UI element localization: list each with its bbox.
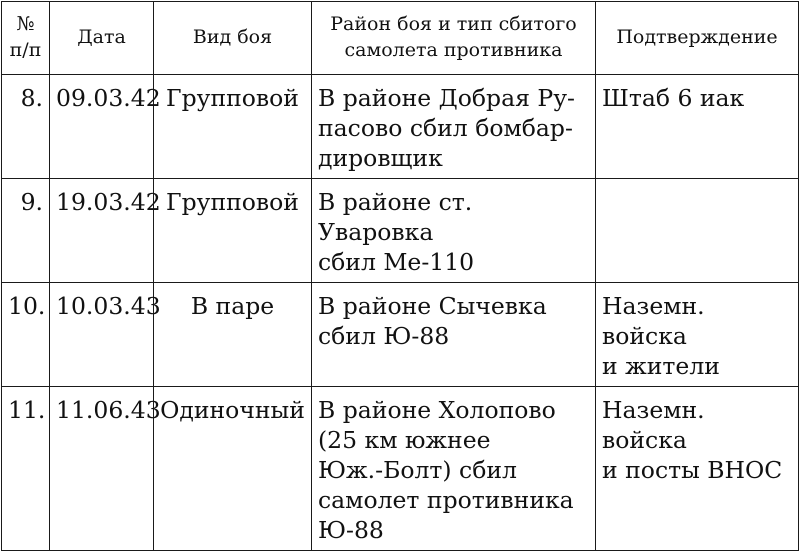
header-area-line2: самолета противника	[344, 39, 563, 61]
cell-date: 09.03.42	[50, 75, 154, 179]
header-number	[2, 2, 50, 75]
cell-area: В районе Сычевка сбил Ю-88	[312, 283, 596, 387]
header-area	[312, 2, 596, 75]
cell-number: 11.	[2, 387, 50, 551]
header-combat-type: Вид боя	[154, 2, 312, 75]
cell-area: В районе ст. Уваровка сбил Ме-110	[312, 179, 596, 283]
cell-date: 10.03.43	[50, 283, 154, 387]
cell-confirmation: Наземн. войска и жители	[596, 283, 799, 387]
table-row	[2, 75, 799, 179]
aerial-victories-table	[1, 1, 799, 551]
cell-confirmation	[596, 179, 799, 283]
cell-area: В районе Холопово (25 км южнее Юж.-Болт) сбил самолет противника Ю-88	[312, 387, 596, 551]
cell-combat-type: Одиночный	[154, 387, 312, 551]
cell-number: 10.	[2, 283, 50, 387]
table-row	[2, 179, 799, 283]
header-number-line1: №	[16, 13, 35, 35]
cell-confirmation: Штаб 6 иак	[596, 75, 799, 179]
header-confirmation: Подтверждение	[596, 2, 799, 75]
cell-confirmation: Наземн. войска и посты ВНОС	[596, 387, 799, 551]
cell-date: 19.03.42	[50, 179, 154, 283]
cell-combat-type: Групповой	[154, 179, 312, 283]
table-header-row	[2, 2, 799, 75]
cell-area: В районе Добрая Ру- пасово сбил бомбар- дировщик	[312, 75, 596, 179]
table-row	[2, 283, 799, 387]
cell-combat-type: В паре	[154, 283, 312, 387]
cell-number: 8.	[2, 75, 50, 179]
cell-date: 11.06.43	[50, 387, 154, 551]
header-date: Дата	[50, 2, 154, 75]
cell-number: 9.	[2, 179, 50, 283]
cell-combat-type: Групповой	[154, 75, 312, 179]
header-number-line2: п/п	[9, 39, 42, 61]
header-area-line1: Район боя и тип сбитого	[330, 13, 577, 35]
table-row	[2, 387, 799, 551]
